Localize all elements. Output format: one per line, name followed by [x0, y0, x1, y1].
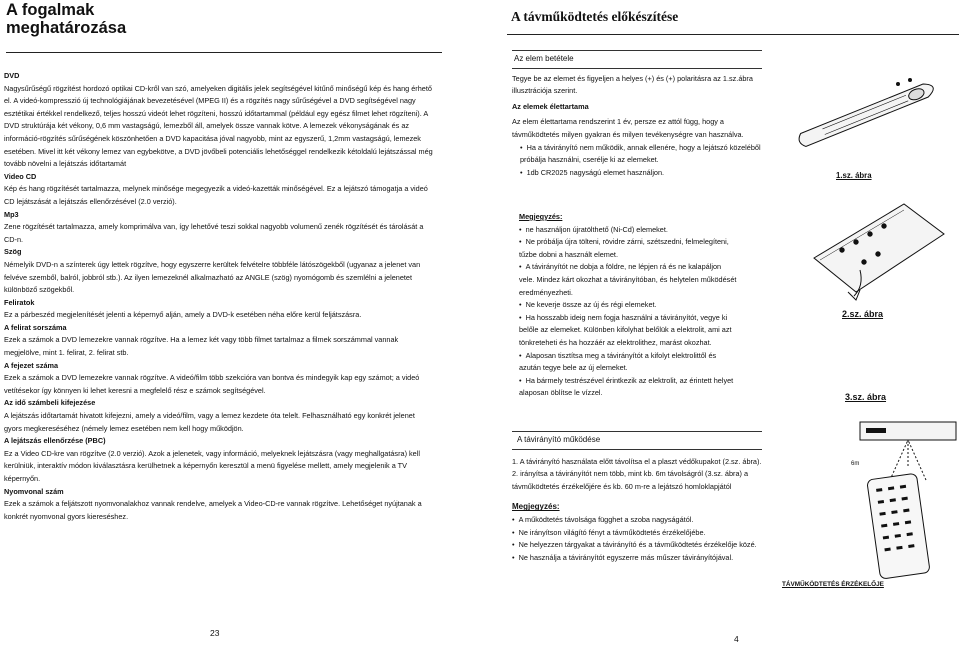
definition-heading: Video CD: [4, 171, 37, 181]
operation-header: A távirányító működése: [512, 431, 762, 450]
right-page-number: 4: [734, 634, 739, 644]
definition-text: A lejátszás időtartamát hivatott kifejezni, amely a videó/film, vagy a lemez kezdete óta telelt. Felhasználható egy konkrét jelenet gyors megkereséséhez (némely lemez esetében nem kell hogy működjön.: [4, 411, 415, 433]
title-line-1: A fogalmak: [6, 1, 95, 19]
sensor-caption: TÁVMŰKÖDTETÉS ÉRZÉKELŐJE: [782, 581, 884, 588]
definition-text: Zene rögzítését tartalmazza, amely komprimálva van, így lehetővé teszi sokkal nagyobb volumenű zenék rögzítését és tárolását a CD-n.: [4, 222, 424, 244]
figure-1-caption: 1.sz. ábra: [836, 171, 872, 180]
definitions-column: [4, 70, 434, 523]
battery-header: Az elem betétele: [512, 50, 762, 69]
operation-text-1: 1. A távirányító használata előtt távolítsa el a plaszt védőkupakot (2.sz. ábra).: [512, 456, 762, 466]
figure-3-caption: 3.sz. ábra: [845, 392, 887, 402]
left-page-title: [6, 1, 126, 37]
definition-heading: Nyomvonal szám: [4, 486, 64, 496]
note1-item: • A távirányítót ne dobja a földre, ne lépjen rá és ne kalapáljon vele. Mindez kárt okozhat a távirányítóban, és helytelen működését eredményezheti.: [519, 261, 737, 299]
note2-list: [512, 514, 762, 564]
definition-heading: Feliratok: [4, 297, 35, 307]
life-bullets: [512, 142, 762, 180]
right-page-title: A távműködtetés előkészítése: [511, 9, 679, 24]
operation-text-2: 2. irányítsa a távirányítót nem több, mint kb. 6m távolságról (3.sz. ábra) a távműködtetés érzékelőjére és kb. 60 m-re a lejátszó homloklapjától: [512, 469, 749, 491]
note1-item: • Alaposan tisztítsa meg a távirányítót a kifolyt elektrolittől és azután tegye bele az új elemeket.: [519, 350, 737, 375]
note1-header: Megjegyzés:: [519, 212, 563, 221]
life-bullet: • Ha a távirányító nem működik, annak ellenére, hogy a lejátszó közeléből próbálja használni, cserélje ki az elemeket.: [520, 142, 762, 167]
left-page-number: 23: [210, 628, 220, 638]
figure-2-remote-cap: [808, 196, 958, 306]
note1-item: • Ne keverje össze az új és régi elemeket.: [519, 299, 737, 312]
left-title-rule: [6, 52, 442, 53]
note1-section: [519, 211, 737, 400]
note1-item: • ne használjon újratölthető (Ni-Cd) elemeket.: [519, 224, 737, 237]
note1-item: • Ha hosszabb ideig nem fogja használni a távirányítót, vegye ki belőle az elemeket. Különben kifolyhat belőlük a elektrolit, ami azt tönkreteheti és ha hozzáér az elektrolithez, marást okozhat.: [519, 312, 737, 350]
definition-text: Ezek a számok a DVD lemezekre vannak rögzítve. Ha a lemez két vagy több filmet tartalmaz a filmek sorszámmal vannak megjelölve, mint 1. felirat, 2. felirat stb.: [4, 335, 399, 358]
life-bullet: • 1db CR2025 nagyságú elemet használjon.: [520, 167, 762, 180]
definition-heading: Mp3: [4, 209, 19, 219]
battery-text: Tegye be az elemet és figyeljen a helyes (+) és (+) polaritásra az 1.sz.ábra illusztrációja szerint.: [512, 73, 753, 96]
definition-text: Kép és hang rögzítését tartalmazza, melynek minősége megegyezik a videó-kazetták minőségével. Ez a lejátszó támogatja a videó CD lejátszását a lejátszás ellenőrzésével (2.0 verzió).: [4, 184, 428, 206]
life-text: Az elem élettartama rendszerint 1 év, persze ez attól függ, hogy a távműködtetés milyen gyakran és milyen tevékenységre van használva.: [512, 117, 744, 139]
definition-text: Ezek a számok a feljátszott nyomvonalakhoz vannak rendelve, amelyek a Video-CD-re vannak rögzítve. Lehetőséget nyújtanak a konkrét nyomvonal gyors kiereséshez.: [4, 499, 422, 521]
definition-heading: Az idő számbeli kifejezése: [4, 398, 96, 408]
definition-text: Ez a Video CD-kre van rögzítve (2.0 verzió). Azok a jelenetek, vagy információ, melyeknek lejátszásra (vagy meghallgatásra) kell kerülniük, interaktív módon kiválasztásra kerülhetnek a képernyőn keresztül a menü figyelése mellett, amely megjelenik a TV képernyőn.: [4, 448, 420, 483]
right-title-rule: [507, 34, 959, 35]
figure-2-caption: 2.sz. ábra: [842, 309, 884, 319]
operation-section: [512, 431, 762, 564]
definition-text: Némelyik DVD-n a színterek úgy lettek rögzítve, hogy egyszerre kerültek felvételre többféle látószögekből (ugyanaz a jelenet van felvéve szemből, balról, jobbról stb.). Az ilyen lemezeknél alkalmazható az ANGLE (szög) nyomógomb és szemlélni a jelenetet különböző szögekből.: [4, 259, 421, 295]
battery-section: [512, 50, 762, 179]
note1-item: • Ne próbálja újra tölteni, rövidre zárni, szétszedni, felmelegíteni, tűzbe dobni a használt elemet.: [519, 236, 737, 261]
note2-header: Megjegyzés:: [512, 502, 560, 512]
definition-heading: Szög: [4, 247, 22, 257]
note1-list: [519, 224, 737, 400]
definition-text: Nagysűrűségű rögzítést hordozó optikai CD-kről van szó, amelyeken digitális jelek segítségével kitűnő minőségű kép és hang érhető el. A videó-kompresszió új technológiájának bevezetésével (MPEG II) és a rögzítés nagy sűrűségével a DVD segítségével nagy esztétikai értékkel rendelkező, teljes hosszú videót lehet rögzíteni, hosszú időtartammal (például egy egész filmet lehet rögzíteni). A DVD struktúrája két vékony, 0,6 mm vastagságú, lemezből áll, amelyek össze vannak kötve. A lemezek vékonyságának és az információ-rögzítés sűrűségének köszönhetően a DVD kapacitása jóval nagyobb, mint az egyszerű, 1,2mm vastagságú, lemezek esetében. Mivel itt két vékony lemez van egybekötve, a DVD jövőbeli potenciális lehetőséggel rendelkezik kétoldalú lejátszással még tovább növelni a lejátszás időtartamát: [4, 83, 433, 169]
distance-label: 6m: [851, 461, 860, 467]
definition-heading: DVD: [4, 71, 20, 80]
figure-1-remote-battery: [780, 58, 958, 168]
definition-heading: A lejátszás ellenőrzése (PBC): [4, 436, 106, 446]
figure-3-remote-sensor: [842, 420, 958, 590]
note2-item: • Ne használja a távirányítót egyszerre más műszer távirányítójával.: [512, 552, 762, 565]
note2-item: • Ne irányítson világító fényt a távműködtetés érzékelőjébe.: [512, 527, 762, 540]
definition-heading: A fejezet száma: [4, 360, 59, 370]
definition-text: Ez a párbeszéd megjelenítését jelenti a képernyő alján, amely a DVD-k esetében néha előre kerül feljátszásra.: [4, 310, 362, 320]
note2-item: • A működtetés távolsága függhet a szoba nagyságától.: [512, 514, 762, 527]
life-header: Az elemek élettartama: [512, 101, 589, 111]
definition-heading: A felirat sorszáma: [4, 322, 67, 332]
note2-item: • Ne helyezzen tárgyakat a távirányító és a távműködtetés érzékelője közé.: [512, 539, 762, 552]
title-line-2: meghatározása: [6, 19, 127, 37]
definition-text: Ezek a számok a DVD lemezekre vannak rögzítve. A videó/film több szekcióra van bontva és mindegyik kap egy számot; a videó vetítésekor így könnyen ki lehet keresni a megfelelő rész e számok segítségével.: [4, 373, 420, 395]
note1-item: • Ha bármely testrészével érintkezik az elektrolit, az érintett helyet alaposan öblítse le vízzel.: [519, 375, 737, 400]
